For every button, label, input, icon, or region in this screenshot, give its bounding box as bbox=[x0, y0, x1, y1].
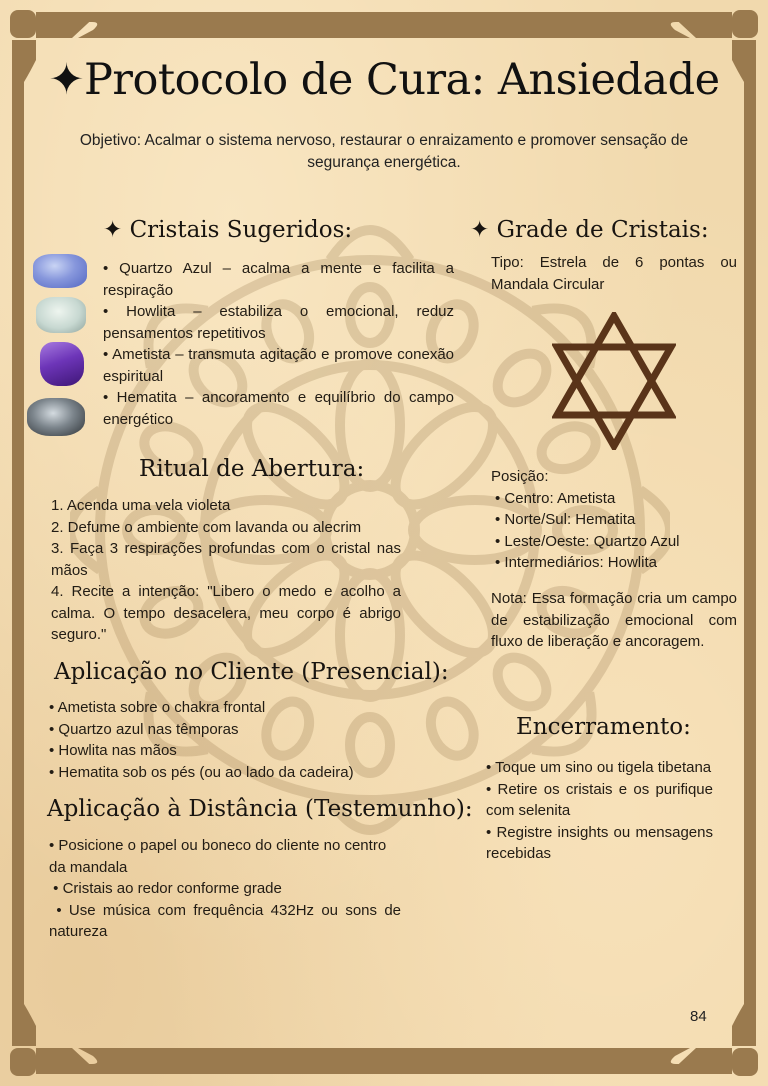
crystal-item: • Ametista – transmuta agitação e promove conexão espiritual bbox=[103, 346, 454, 385]
crystal-item: • Hematita – ancoramento e equilíbrio do campo energético bbox=[103, 389, 454, 428]
closing-item: • Toque um sino ou tigela tibetana bbox=[486, 759, 712, 776]
in-person-item: • Ametista sobre o chakra frontal bbox=[49, 699, 266, 716]
distance-item: • Use música com frequência 432Hz ou sons de natureza bbox=[49, 901, 406, 940]
position-item: • Centro: Ametista bbox=[495, 489, 616, 507]
in-person-item: • Howlita nas mãos bbox=[49, 742, 177, 759]
amethyst-stone-icon bbox=[40, 342, 84, 386]
closing-list bbox=[486, 757, 713, 865]
distance-item: • Posicione o papel ou boneco do cliente no centro da mandala bbox=[49, 837, 387, 876]
closing-item: • Registre insights ou mensagens recebidas bbox=[486, 823, 713, 862]
ritual-steps bbox=[51, 495, 401, 646]
crystals-list bbox=[103, 258, 454, 430]
in-person-heading: Aplicação no Cliente (Presencial): bbox=[54, 659, 449, 685]
grid-type: Tipo: Estrela de 6 pontas ou Mandala Circular bbox=[491, 254, 737, 293]
crystals-heading: ✦ Cristais Sugeridos: bbox=[103, 217, 353, 243]
page-title: ✦Protocolo de Cura: Ansiedade bbox=[48, 55, 720, 105]
hematite-stone-icon bbox=[27, 398, 85, 436]
crystal-item: • Quartzo Azul – acalma a mente e facilita a respiração bbox=[103, 260, 454, 299]
position-item: • Intermediários: Howlita bbox=[495, 554, 657, 571]
closing-heading: Encerramento: bbox=[516, 714, 691, 740]
grid-positions bbox=[491, 466, 741, 574]
distance-list bbox=[49, 835, 406, 943]
in-person-item: • Hematita sob os pés (ou ao lado da cadeira) bbox=[49, 763, 354, 781]
grid-note: Nota: Essa formação cria um campo de estabilização emocional com fluxo de liberação e ancoragem. bbox=[491, 590, 737, 650]
closing-item: • Retire os cristais e os purifique com selenita bbox=[486, 780, 713, 819]
blue-quartz-stone-icon bbox=[33, 254, 87, 288]
ritual-step: 2. Defume o ambiente com lavanda ou alecrim bbox=[51, 518, 362, 536]
page-number: 84 bbox=[690, 1008, 707, 1025]
position-label: Posição: bbox=[491, 468, 549, 485]
howlite-stone-icon bbox=[36, 297, 86, 333]
six-pointed-star-icon bbox=[552, 312, 676, 450]
objective-text: Objetivo: Acalmar o sistema nervoso, restaurar o enraizamento e promover sensação de segurança energética. bbox=[79, 132, 689, 171]
grid-heading: ✦ Grade de Cristais: bbox=[470, 217, 709, 243]
in-person-item: • Quartzo azul nas têmporas bbox=[49, 720, 239, 738]
distance-heading: Aplicação à Distância (Testemunho): bbox=[47, 796, 473, 822]
ritual-heading: Ritual de Abertura: bbox=[139, 456, 365, 482]
ritual-step: 1. Acenda uma vela violeta bbox=[51, 497, 231, 514]
crystal-item: • Howlita – estabiliza o emocional, reduz pensamentos repetitivos bbox=[103, 303, 454, 342]
in-person-list bbox=[49, 697, 409, 783]
position-item: • Leste/Oeste: Quartzo Azul bbox=[495, 532, 680, 550]
ritual-step: 3. Faça 3 respirações profundas com o cristal nas mãos bbox=[51, 540, 401, 579]
ritual-step: 4. Recite a intenção: "Libero o medo e acolho a calma. O tempo desacelera, meu corpo é abrigo seguro." bbox=[51, 583, 401, 643]
distance-item: • Cristais ao redor conforme grade bbox=[49, 880, 282, 897]
position-item: • Norte/Sul: Hematita bbox=[495, 511, 636, 528]
